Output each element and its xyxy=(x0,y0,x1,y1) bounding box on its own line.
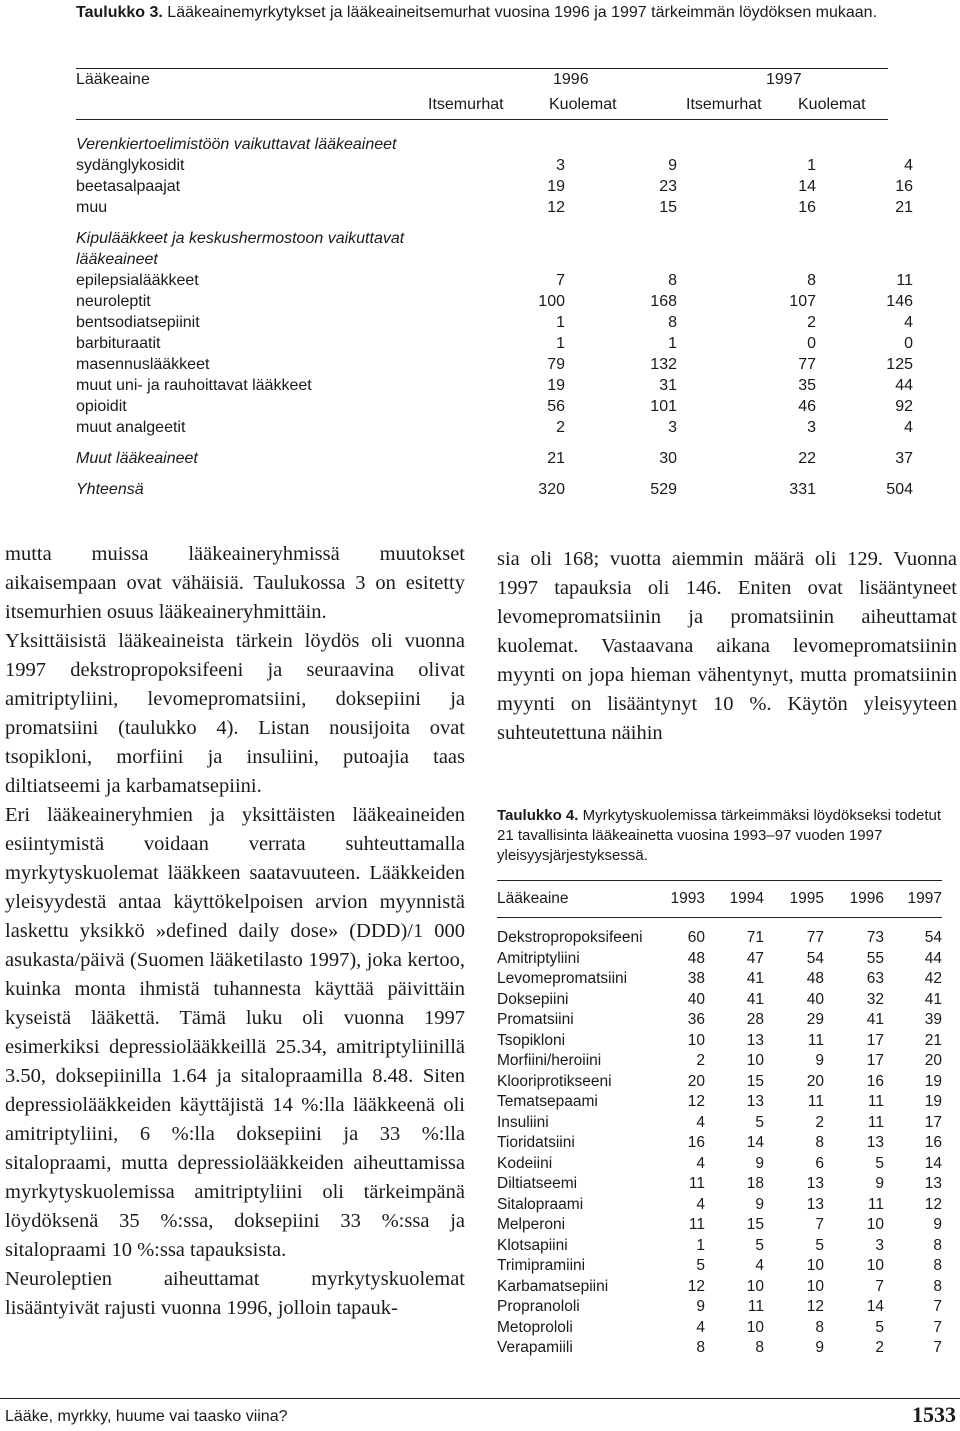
cell-value: 77 xyxy=(798,356,816,373)
cell-value: 7 xyxy=(933,1318,942,1336)
cell-value: 3 xyxy=(668,419,677,436)
row-label: Sitalopraami xyxy=(497,1195,584,1213)
cell-value: 28 xyxy=(746,1011,764,1028)
table3-subhead: Itsemurhat xyxy=(428,96,504,113)
cell-value: 5 xyxy=(875,1318,884,1336)
cell-value: 125 xyxy=(886,356,913,373)
cell-value: 320 xyxy=(538,481,565,498)
table-row xyxy=(497,1215,942,1236)
cell-value: 5 xyxy=(875,1154,884,1172)
table-row xyxy=(497,1051,942,1072)
table-row xyxy=(497,1256,942,1277)
cell-value: 10 xyxy=(687,1031,705,1049)
cell-value: 2 xyxy=(875,1339,884,1356)
table-row xyxy=(497,1277,942,1298)
table3-col-label: Lääkeaine xyxy=(76,71,150,88)
cell-value: 14 xyxy=(798,178,816,195)
cell-value: 9 xyxy=(668,157,677,174)
cell-value: 92 xyxy=(895,398,913,415)
cell-value: 8 xyxy=(696,1339,705,1356)
table4-year: 1993 xyxy=(670,890,705,907)
table4-body xyxy=(497,928,942,1359)
table-row xyxy=(497,1174,942,1195)
table4-caption xyxy=(497,806,947,866)
cell-value: 17 xyxy=(866,1031,884,1049)
cell-value: 14 xyxy=(924,1154,942,1172)
table-row xyxy=(497,990,942,1011)
table-row xyxy=(76,375,913,396)
row-label: Tsopikloni xyxy=(497,1031,566,1049)
cell-value: 5 xyxy=(755,1236,764,1254)
cell-value: 15 xyxy=(659,199,677,216)
table4-year: 1994 xyxy=(729,890,764,907)
cell-value: 32 xyxy=(866,990,884,1008)
row-label: Klooriprotikseeni xyxy=(497,1072,612,1090)
cell-value: 2 xyxy=(815,1113,824,1131)
cell-value: 4 xyxy=(696,1154,705,1172)
cell-value: 41 xyxy=(866,1011,884,1028)
cell-value: 8 xyxy=(755,1339,764,1356)
table3-year-1997: 1997 xyxy=(766,71,802,88)
cell-value: 5 xyxy=(815,1236,824,1254)
cell-value: 54 xyxy=(806,949,824,967)
table4-year: 1997 xyxy=(907,890,942,907)
row-label: barbituraatit xyxy=(76,335,161,352)
cell-value: 19 xyxy=(547,377,565,394)
cell-value: 4 xyxy=(696,1113,705,1131)
table-row xyxy=(76,396,913,417)
cell-value: 13 xyxy=(866,1134,884,1151)
cell-value: 4 xyxy=(904,314,913,331)
row-label: epilepsialääkkeet xyxy=(76,272,199,289)
cell-value: 529 xyxy=(650,481,677,498)
table3-header-subheads xyxy=(76,94,888,119)
table3 xyxy=(76,68,913,500)
cell-value: 8 xyxy=(933,1277,942,1295)
cell-value: 10 xyxy=(806,1257,824,1274)
cell-value: 21 xyxy=(924,1031,942,1049)
cell-value: 12 xyxy=(687,1093,705,1110)
cell-value: 38 xyxy=(687,970,705,987)
cell-value: 56 xyxy=(547,398,565,415)
paragraph: Neuroleptien aiheuttamat myrkytyskuolemat lisääntyivät rajusti vuonna 1996, jolloin tapauk- xyxy=(5,1268,465,1319)
row-label: masennuslääkkeet xyxy=(76,356,210,373)
row-label: Promatsiini xyxy=(497,1011,574,1028)
cell-value: 7 xyxy=(933,1339,942,1356)
cell-value: 10 xyxy=(806,1277,824,1295)
cell-value: 19 xyxy=(547,178,565,195)
table4-caption-text: Myrkytyskuolemissa tärkeimmäksi löydökseksi todetut 21 tavallisinta lääkeainetta vuosina 1993–97 vuoden 1997 yleisyysjärjestyksessä. xyxy=(497,807,942,864)
cell-value: 8 xyxy=(668,314,677,331)
cell-value: 13 xyxy=(746,1093,764,1110)
cell-value: 13 xyxy=(746,1031,764,1049)
table-row xyxy=(497,1031,942,1052)
row-label: bentsodiatsepiinit xyxy=(76,314,200,331)
row-label: beetasalpaajat xyxy=(76,178,181,195)
table-row xyxy=(497,1010,942,1031)
cell-value: 60 xyxy=(687,929,705,946)
cell-value: 20 xyxy=(924,1052,942,1069)
cell-value: 21 xyxy=(895,199,913,216)
row-label: Trimipramiini xyxy=(497,1257,586,1274)
cell-value: 0 xyxy=(807,335,816,352)
cell-value: 12 xyxy=(547,199,565,216)
table-row xyxy=(497,1092,942,1113)
cell-value: 107 xyxy=(789,293,816,310)
cell-value: 8 xyxy=(815,1318,824,1336)
cell-value: 41 xyxy=(746,990,764,1008)
cell-value: 77 xyxy=(806,929,824,946)
paragraph: Eri lääkeaineryhmien ja yksittäisten lääkeaineiden esiintymistä voidaan verrata suhteuttamalla myrkytyskuolemat lääkkeen saatavuuteen. Lääkkeiden yleisyydestä antaa käyttökelpoisen arvion myynnistä laskettu yksikkö »defined daily dose» (DDD)/1 000 asukasta/päivä (Suomen lääketilasto 1997), joka kertoo, kuinka monta ihmistä tuhannesta käyttää päivittäin kyseistä lääkettä. Tämä luku oli vuonna 1997 esimerkiksi depressiolääkkeillä 25.34, amitriptyliinillä 3.50, doksepiinilla 1.64 ja sitalopraamilla 8.48. Siten depressiolääkkeiden käyttäjistä 14 %:lla lääkkeenä oli amitriptyliini, 6 %:lla doksepiini ja 33 %:lla sitalopraami, mutta depressiolääkkeiden aiheuttamissa myrkytyskuolemissa amitriptyliini oli tärkeimpänä löydöksenä 35 %:ssa, doksepiini 33 %:ssa ja sitalopraami 10 %:ssa tapauksista. xyxy=(5,804,465,1261)
cell-value: 19 xyxy=(924,1072,942,1090)
cell-value: 331 xyxy=(789,481,816,498)
body-column-right xyxy=(497,545,957,748)
table-row xyxy=(497,1236,942,1257)
row-label: Tioridatsiini xyxy=(497,1134,575,1151)
table3-header-years xyxy=(76,69,888,94)
cell-value: 132 xyxy=(650,356,677,373)
table3-subhead: Itsemurhat xyxy=(686,96,762,113)
table4-year: 1995 xyxy=(789,890,824,907)
table4 xyxy=(497,880,942,1359)
cell-value: 71 xyxy=(746,929,764,946)
row-label: Kodeiini xyxy=(497,1154,553,1172)
table4-header xyxy=(497,881,942,917)
cell-value: 2 xyxy=(807,314,816,331)
cell-value: 8 xyxy=(815,1134,824,1151)
cell-value: 17 xyxy=(924,1113,942,1131)
cell-value: 4 xyxy=(696,1318,705,1336)
paragraph: mutta muissa lääkeaineryhmissä muutokset aikaisempaan ovat vähäisiä. Taulukossa 3 on esitetty itsemurhien osuus lääkeaineryhmittäin. xyxy=(5,543,465,623)
cell-value: 54 xyxy=(924,929,942,946)
table4-col-label: Lääkeaine xyxy=(497,890,569,907)
table-row xyxy=(76,448,913,469)
cell-value: 9 xyxy=(815,1052,824,1069)
cell-value: 19 xyxy=(924,1093,942,1110)
cell-value: 3 xyxy=(875,1236,884,1254)
table-row xyxy=(497,1318,942,1339)
cell-value: 0 xyxy=(904,335,913,352)
cell-value: 23 xyxy=(659,178,677,195)
table-row xyxy=(497,1195,942,1216)
cell-value: 22 xyxy=(798,450,816,467)
row-label: muut uni- ja rauhoittavat lääkkeet xyxy=(76,377,312,394)
footer-rule xyxy=(0,1398,960,1399)
cell-value: 10 xyxy=(866,1216,884,1233)
table-row xyxy=(497,928,942,949)
table-row xyxy=(497,969,942,990)
cell-value: 4 xyxy=(696,1195,705,1213)
cell-value: 11 xyxy=(896,272,913,289)
table-row xyxy=(76,333,913,354)
cell-value: 16 xyxy=(798,199,816,216)
table-row xyxy=(497,1133,942,1154)
cell-value: 7 xyxy=(933,1298,942,1315)
cell-value: 40 xyxy=(806,990,824,1008)
cell-value: 10 xyxy=(746,1052,764,1069)
table4-year: 1996 xyxy=(849,890,884,907)
cell-value: 11 xyxy=(807,1093,824,1110)
cell-value: 11 xyxy=(867,1113,884,1131)
cell-value: 16 xyxy=(866,1072,884,1090)
cell-value: 30 xyxy=(659,450,677,467)
table3-body xyxy=(76,134,913,500)
table-row xyxy=(76,479,913,500)
cell-value: 7 xyxy=(875,1277,884,1295)
cell-value: 41 xyxy=(924,990,942,1008)
table4-caption-label: Taulukko 4. xyxy=(497,807,579,824)
table-row xyxy=(76,417,913,438)
table3-caption-text: Lääkeainemyrkytykset ja lääkeaineitsemurhat vuosina 1996 ja 1997 tärkeimmän löydöksen mukaan. xyxy=(167,4,878,21)
row-label: Doksepiini xyxy=(497,990,569,1008)
cell-value: 504 xyxy=(886,481,913,498)
cell-value: 5 xyxy=(755,1113,764,1131)
row-label: Klotsapiini xyxy=(497,1236,568,1254)
cell-value: 8 xyxy=(933,1236,942,1254)
cell-value: 9 xyxy=(815,1339,824,1356)
cell-value: 1 xyxy=(556,335,565,352)
cell-value: 146 xyxy=(886,293,913,310)
cell-value: 3 xyxy=(556,157,565,174)
row-label: Karbamatsepiini xyxy=(497,1277,609,1295)
cell-value: 9 xyxy=(755,1154,764,1172)
cell-value: 14 xyxy=(866,1298,884,1315)
cell-value: 1 xyxy=(668,335,677,352)
table-row xyxy=(76,155,913,176)
paragraph: sia oli 168; vuotta aiemmin määrä oli 129. Vuonna 1997 tapauksia oli 146. Eniten ovat lisääntyneet levomepromatsiinin ja promatsiinin aiheuttamat kuolemat. Vastaavana aikana levomepromatsiinin myynti on jopa hieman vähentynyt, mutta promatsiinin myynti on lisääntynyt 10 %. Käytön yleisyyteen suhteutettuna näihin xyxy=(497,548,957,744)
cell-value: 1 xyxy=(556,314,565,331)
cell-value: 8 xyxy=(807,272,816,289)
cell-value: 37 xyxy=(895,450,913,467)
body-column-left xyxy=(5,540,465,1323)
cell-value: 13 xyxy=(806,1175,824,1192)
cell-value: 2 xyxy=(556,419,565,436)
cell-value: 16 xyxy=(687,1134,705,1151)
cell-value: 9 xyxy=(933,1216,942,1233)
row-label: Insuliini xyxy=(497,1113,549,1131)
row-label: Muut lääkeaineet xyxy=(76,450,198,467)
cell-value: 1 xyxy=(696,1236,705,1254)
cell-value: 15 xyxy=(746,1072,764,1090)
cell-value: 101 xyxy=(650,398,677,415)
table-row xyxy=(76,270,913,291)
table-row xyxy=(497,949,942,970)
cell-value: 48 xyxy=(687,949,705,967)
table3-year-1996: 1996 xyxy=(553,71,589,88)
cell-value: 42 xyxy=(924,970,942,987)
cell-value: 10 xyxy=(866,1257,884,1274)
cell-value: 14 xyxy=(746,1134,764,1151)
cell-value: 46 xyxy=(798,398,816,415)
table-row xyxy=(76,176,913,197)
cell-value: 11 xyxy=(747,1298,764,1315)
cell-value: 20 xyxy=(687,1072,705,1090)
cell-value: 10 xyxy=(746,1318,764,1336)
table3-subhead: Kuolemat xyxy=(798,96,866,113)
page-number: 1533 xyxy=(912,1402,956,1427)
table-row xyxy=(497,1072,942,1093)
cell-value: 11 xyxy=(807,1031,824,1049)
cell-value: 9 xyxy=(755,1195,764,1213)
cell-value: 36 xyxy=(687,1011,705,1028)
cell-value: 4 xyxy=(904,157,913,174)
cell-value: 40 xyxy=(687,990,705,1008)
cell-value: 6 xyxy=(815,1154,824,1172)
table-row xyxy=(76,354,913,375)
row-label: Amitriptyliini xyxy=(497,949,580,967)
cell-value: 16 xyxy=(895,178,913,195)
cell-value: 44 xyxy=(895,377,913,394)
cell-value: 29 xyxy=(806,1011,824,1028)
cell-value: 4 xyxy=(904,419,913,436)
cell-value: 63 xyxy=(866,970,884,987)
cell-value: 47 xyxy=(746,949,764,967)
table3-caption-label: Taulukko 3. xyxy=(76,4,163,21)
row-label: muu xyxy=(76,199,108,216)
cell-value: 79 xyxy=(547,356,565,373)
cell-value: 11 xyxy=(688,1216,705,1233)
cell-value: 20 xyxy=(806,1072,824,1090)
cell-value: 11 xyxy=(867,1093,884,1110)
cell-value: 1 xyxy=(807,157,816,174)
cell-value: 9 xyxy=(875,1175,884,1192)
cell-value: 5 xyxy=(696,1257,705,1274)
cell-value: 16 xyxy=(924,1134,942,1151)
section-title: Kipulääkkeet ja keskushermostoon vaikuttavat lääkeaineet xyxy=(76,230,405,268)
cell-value: 13 xyxy=(924,1175,942,1192)
cell-value: 168 xyxy=(650,293,677,310)
cell-value: 73 xyxy=(866,929,884,946)
cell-value: 8 xyxy=(933,1257,942,1274)
cell-value: 18 xyxy=(746,1175,764,1192)
cell-value: 55 xyxy=(866,949,884,967)
cell-value: 13 xyxy=(806,1195,824,1213)
cell-value: 10 xyxy=(746,1277,764,1295)
cell-value: 21 xyxy=(547,450,565,467)
cell-value: 4 xyxy=(755,1257,764,1274)
cell-value: 100 xyxy=(538,293,565,310)
cell-value: 2 xyxy=(696,1052,705,1069)
row-label: Levomepromatsiini xyxy=(497,970,628,987)
paragraph: Yksittäisistä lääkeaineista tärkein löydös oli vuonna 1997 dekstropropoksifeeni ja seuraavina olivat amitriptyliini, levomepromatsiini, doksepiini ja promatsiini (taulukko 4). Listan nousijoita ovat tsopikloni, morfiini ja insuliini, putoajia taas diltiatseemi ja karbamatsepiini. xyxy=(5,630,465,797)
cell-value: 9 xyxy=(696,1298,705,1315)
cell-value: 11 xyxy=(867,1195,884,1213)
cell-value: 35 xyxy=(798,377,816,394)
row-label: sydänglykosidit xyxy=(76,157,185,174)
row-label: Propranololi xyxy=(497,1298,580,1315)
table-row xyxy=(497,1154,942,1175)
cell-value: 17 xyxy=(866,1052,884,1069)
row-label: opioidit xyxy=(76,398,127,415)
row-label: Verapamiili xyxy=(497,1339,573,1356)
table-row xyxy=(76,291,913,312)
journal-title: Lääke, myrkky, huume vai taasko viina? xyxy=(5,1408,288,1425)
row-label: Metoprololi xyxy=(497,1318,573,1336)
cell-value: 48 xyxy=(806,970,824,987)
row-label: Morfiini/heroiini xyxy=(497,1052,602,1069)
table-row xyxy=(76,312,913,333)
cell-value: 31 xyxy=(659,377,677,394)
cell-value: 41 xyxy=(746,970,764,987)
section-title: Verenkiertoelimistöön vaikuttavat lääkeaineet xyxy=(76,136,397,153)
row-label: neuroleptit xyxy=(76,293,151,310)
cell-value: 12 xyxy=(806,1298,824,1315)
cell-value: 7 xyxy=(815,1216,824,1233)
cell-value: 7 xyxy=(556,272,565,289)
row-label: Dekstropropoksifeeni xyxy=(497,929,643,946)
table-row xyxy=(497,1113,942,1134)
table-row xyxy=(497,1338,942,1359)
table3-subhead: Kuolemat xyxy=(549,96,617,113)
table-row xyxy=(497,1297,942,1318)
row-label: Yhteensä xyxy=(76,481,144,498)
cell-value: 11 xyxy=(688,1175,705,1192)
cell-value: 44 xyxy=(924,949,942,967)
table3-caption xyxy=(76,2,896,23)
cell-value: 3 xyxy=(807,419,816,436)
cell-value: 12 xyxy=(924,1195,942,1213)
cell-value: 12 xyxy=(687,1277,705,1295)
row-label: Tematsepaami xyxy=(497,1093,598,1110)
cell-value: 15 xyxy=(746,1216,764,1233)
row-label: Diltiatseemi xyxy=(497,1175,578,1192)
cell-value: 39 xyxy=(924,1011,942,1028)
table-row xyxy=(76,197,913,218)
cell-value: 8 xyxy=(668,272,677,289)
row-label: muut analgeetit xyxy=(76,419,186,436)
row-label: Melperoni xyxy=(497,1216,566,1233)
